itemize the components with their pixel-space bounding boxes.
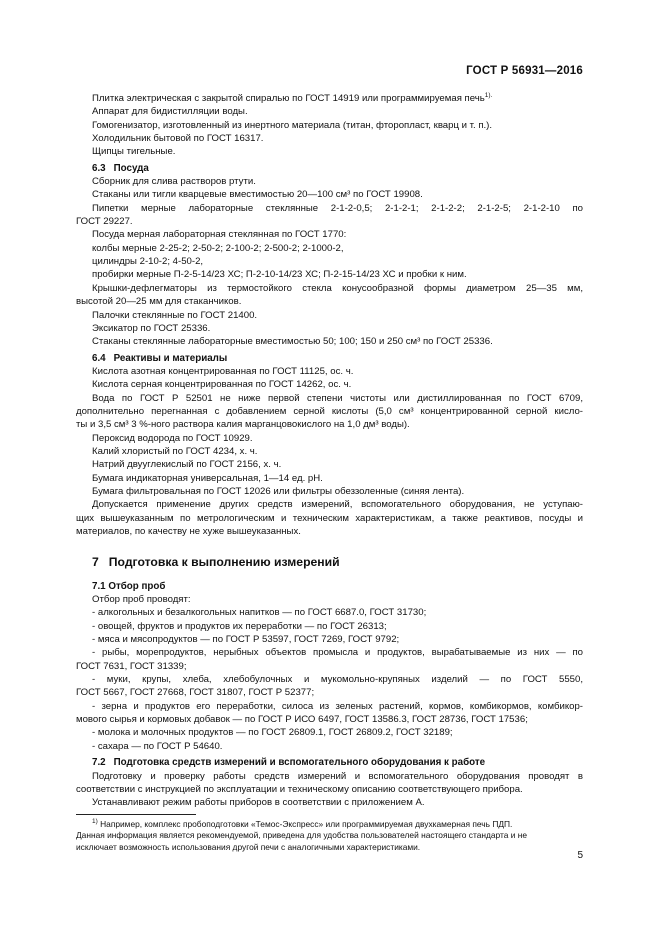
- list-item: Посуда мерная лабораторная стеклянная по ГОСТ 1770:: [92, 229, 347, 241]
- section-heading-7: 7 Подготовка к выполнению измерений: [92, 555, 340, 570]
- list-item: пробирки мерные П-2-5-14/23 ХС; П-2-10-14/23 ХС; П-2-15-14/23 ХС и пробки к ним.: [92, 269, 467, 281]
- paragraph-line: щих вышеуказанным по метрологическим и техническим характеристикам, а также реактивов, посуды и: [76, 512, 583, 524]
- equipment-item: Плитка электрическая с закрытой спиралью по ГОСТ 14919 или программируемая печь$^{1).}$: [92, 91, 493, 104]
- list-item: Крышки-дефлегматоры из термостойкого стекла конусообразной формы диаметром 25—35 мм,: [92, 282, 583, 294]
- equipment-item: Щипцы тигельные.: [92, 146, 176, 158]
- footnote-line: $^{1)}$ Например, комплекс пробоподготовки «Темос-Экспресс» или программируемая двухкамерная печь ПДП.: [92, 817, 513, 829]
- footnote-mark: 1): [92, 817, 98, 825]
- list-item: Кислота серная концентрированная по ГОСТ 14262, ос. ч.: [92, 379, 352, 391]
- list-item: - муки, крупы, хлеба, хлебобулочных и мукомольно-крупяных изделий — по ГОСТ 5550,: [92, 674, 583, 686]
- section-heading-6-4: 6.4 Реактивы и материалы: [92, 352, 228, 364]
- list-item: - алкогольных и безалкогольных напитков — по ГОСТ 6687.0, ГОСТ 31730;: [92, 607, 427, 619]
- list-item-cont: мового сырья и кормовых добавок — по ГОСТ Р ИСО 6497, ГОСТ 13586.3, ГОСТ 28736, ГОСТ 17536;: [76, 714, 528, 726]
- page-number: 5: [577, 850, 583, 861]
- list-item: - овощей, фруктов и продуктов их переработки — по ГОСТ 26313;: [92, 620, 387, 632]
- list-item: Стаканы стеклянные лабораторные вместимостью 50; 100; 150 и 250 см³ по ГОСТ 25336.: [92, 336, 493, 348]
- footnote-line: Данная информация является рекомендуемой, приведена для удобства пользователей настоящего стандарта и не: [76, 830, 528, 841]
- section-6-3-body: [76, 175, 583, 348]
- section-6-4-body: [76, 365, 583, 538]
- paragraph-line: Допускается применение других средств измерений, вспомогательного оборудования, не уступаю-: [92, 499, 583, 511]
- section-heading-7-2: 7.2 Подготовка средств измерений и вспомогательного оборудования к работе: [92, 757, 486, 769]
- list-item: Палочки стеклянные по ГОСТ 21400.: [92, 309, 258, 321]
- equipment-item: Холодильник бытовой по ГОСТ 16317.: [92, 133, 264, 145]
- list-item-cont: ГОСТ 5667, ГОСТ 27668, ГОСТ 31807, ГОСТ Р 52377;: [76, 687, 315, 699]
- paragraph-line: Устанавливают режим работы приборов в соответствии с приложением А.: [92, 797, 425, 809]
- paragraph-line: материалов, по качеству не хуже вышеуказанных.: [76, 526, 301, 537]
- list-item: Стаканы или тигли кварцевые вместимостью 20—100 см³ по ГОСТ 19908.: [92, 189, 423, 201]
- equipment-list: [76, 92, 583, 159]
- list-item: - зерна и продуктов его переработки, силоса из зеленых растений, кормов, комбикормов, комбикор-: [92, 700, 583, 712]
- section-7-1-body: [76, 593, 583, 753]
- list-item: - рыбы, морепродуктов, нерыбных объектов промысла и продуктов, вырабатываемые из них — по: [92, 647, 583, 659]
- paragraph-line: Подготовку и проверку работы средств измерений и вспомогательного оборудования проводят в: [92, 770, 583, 782]
- list-item: Бумага фильтровальная по ГОСТ 12026 или фильтры обеззоленные (синяя лента).: [92, 485, 465, 497]
- list-item-cont: ГОСТ 7631, ГОСТ 31339;: [76, 660, 187, 672]
- paragraph-line: Отбор проб проводят:: [92, 594, 191, 606]
- list-item: Пипетки мерные лабораторные стеклянные 2-1-2-0,5; 2-1-2-1; 2-1-2-2; 2-1-2-5; 2-1-2-10 по: [92, 202, 583, 214]
- equipment-item: Гомогенизатор, изготовленный из инертного материала (титан, фторопласт, кварц и т. п.).: [92, 119, 493, 131]
- footnote-line: исключает возможность использования другой печи с аналогичными характеристиками.: [76, 842, 421, 853]
- list-item-cont: высотой 20—25 мм для стаканчиков.: [76, 296, 242, 308]
- list-item: Эксикатор по ГОСТ 25336.: [92, 322, 211, 334]
- section-heading-7-1: 7.1 Отбор проб: [92, 580, 166, 592]
- section-7-2-body: [76, 770, 583, 810]
- equipment-item: Аппарат для бидистилляции воды.: [92, 106, 248, 118]
- list-item: Пероксид водорода по ГОСТ 10929.: [92, 432, 253, 444]
- list-item: - сахара — по ГОСТ Р 54640.: [92, 740, 223, 752]
- section-heading-6-3: 6.3 Посуда: [92, 162, 149, 174]
- list-item-cont: дополнительно перегнанная с добавлением серной кислоты (5,0 см³ концентрированной серной кисло-: [76, 405, 583, 417]
- list-item: - мяса и мясопродуктов — по ГОСТ Р 53597, ГОСТ 7269, ГОСТ 9792;: [92, 634, 400, 646]
- list-item: Бумага индикаторная универсальная, 1—14 ед. pH.: [92, 472, 323, 484]
- footnote-ref: 1).: [484, 91, 493, 99]
- list-item: Кислота азотная концентрированная по ГОСТ 11125, ос. ч.: [92, 365, 354, 377]
- list-item: колбы мерные 2-25-2; 2-50-2; 2-100-2; 2-500-2; 2-1000-2,: [92, 242, 344, 254]
- footnote: [76, 819, 583, 854]
- list-item: Сборник для слива растворов ртути.: [92, 176, 256, 188]
- footnote-divider: [76, 814, 196, 815]
- list-item: Калий хлористый по ГОСТ 4234, х. ч.: [92, 445, 258, 457]
- paragraph-line: соответствии с инструкцией по эксплуатации и техническому описанию соответствующего прибора.: [76, 783, 523, 795]
- document-body: [76, 92, 583, 854]
- list-item-cont: ГОСТ 29227.: [76, 216, 133, 228]
- standard-header: ГОСТ Р 56931—2016: [466, 65, 583, 77]
- list-item: цилиндры 2-10-2; 4-50-2,: [92, 256, 204, 268]
- list-item: Натрий двууглекислый по ГОСТ 2156, х. ч.: [92, 459, 282, 471]
- list-item: - молока и молочных продуктов — по ГОСТ 26809.1, ГОСТ 26809.2, ГОСТ 32189;: [92, 727, 453, 739]
- list-item-cont: ты и 3,5 см³ 3 %-ного раствора калия марганцовокислого на 1,0 дм³ воды).: [76, 419, 410, 431]
- list-item: Вода по ГОСТ Р 52501 не ниже первой степени чистоты или дистиллированная по ГОСТ 6709,: [92, 392, 583, 404]
